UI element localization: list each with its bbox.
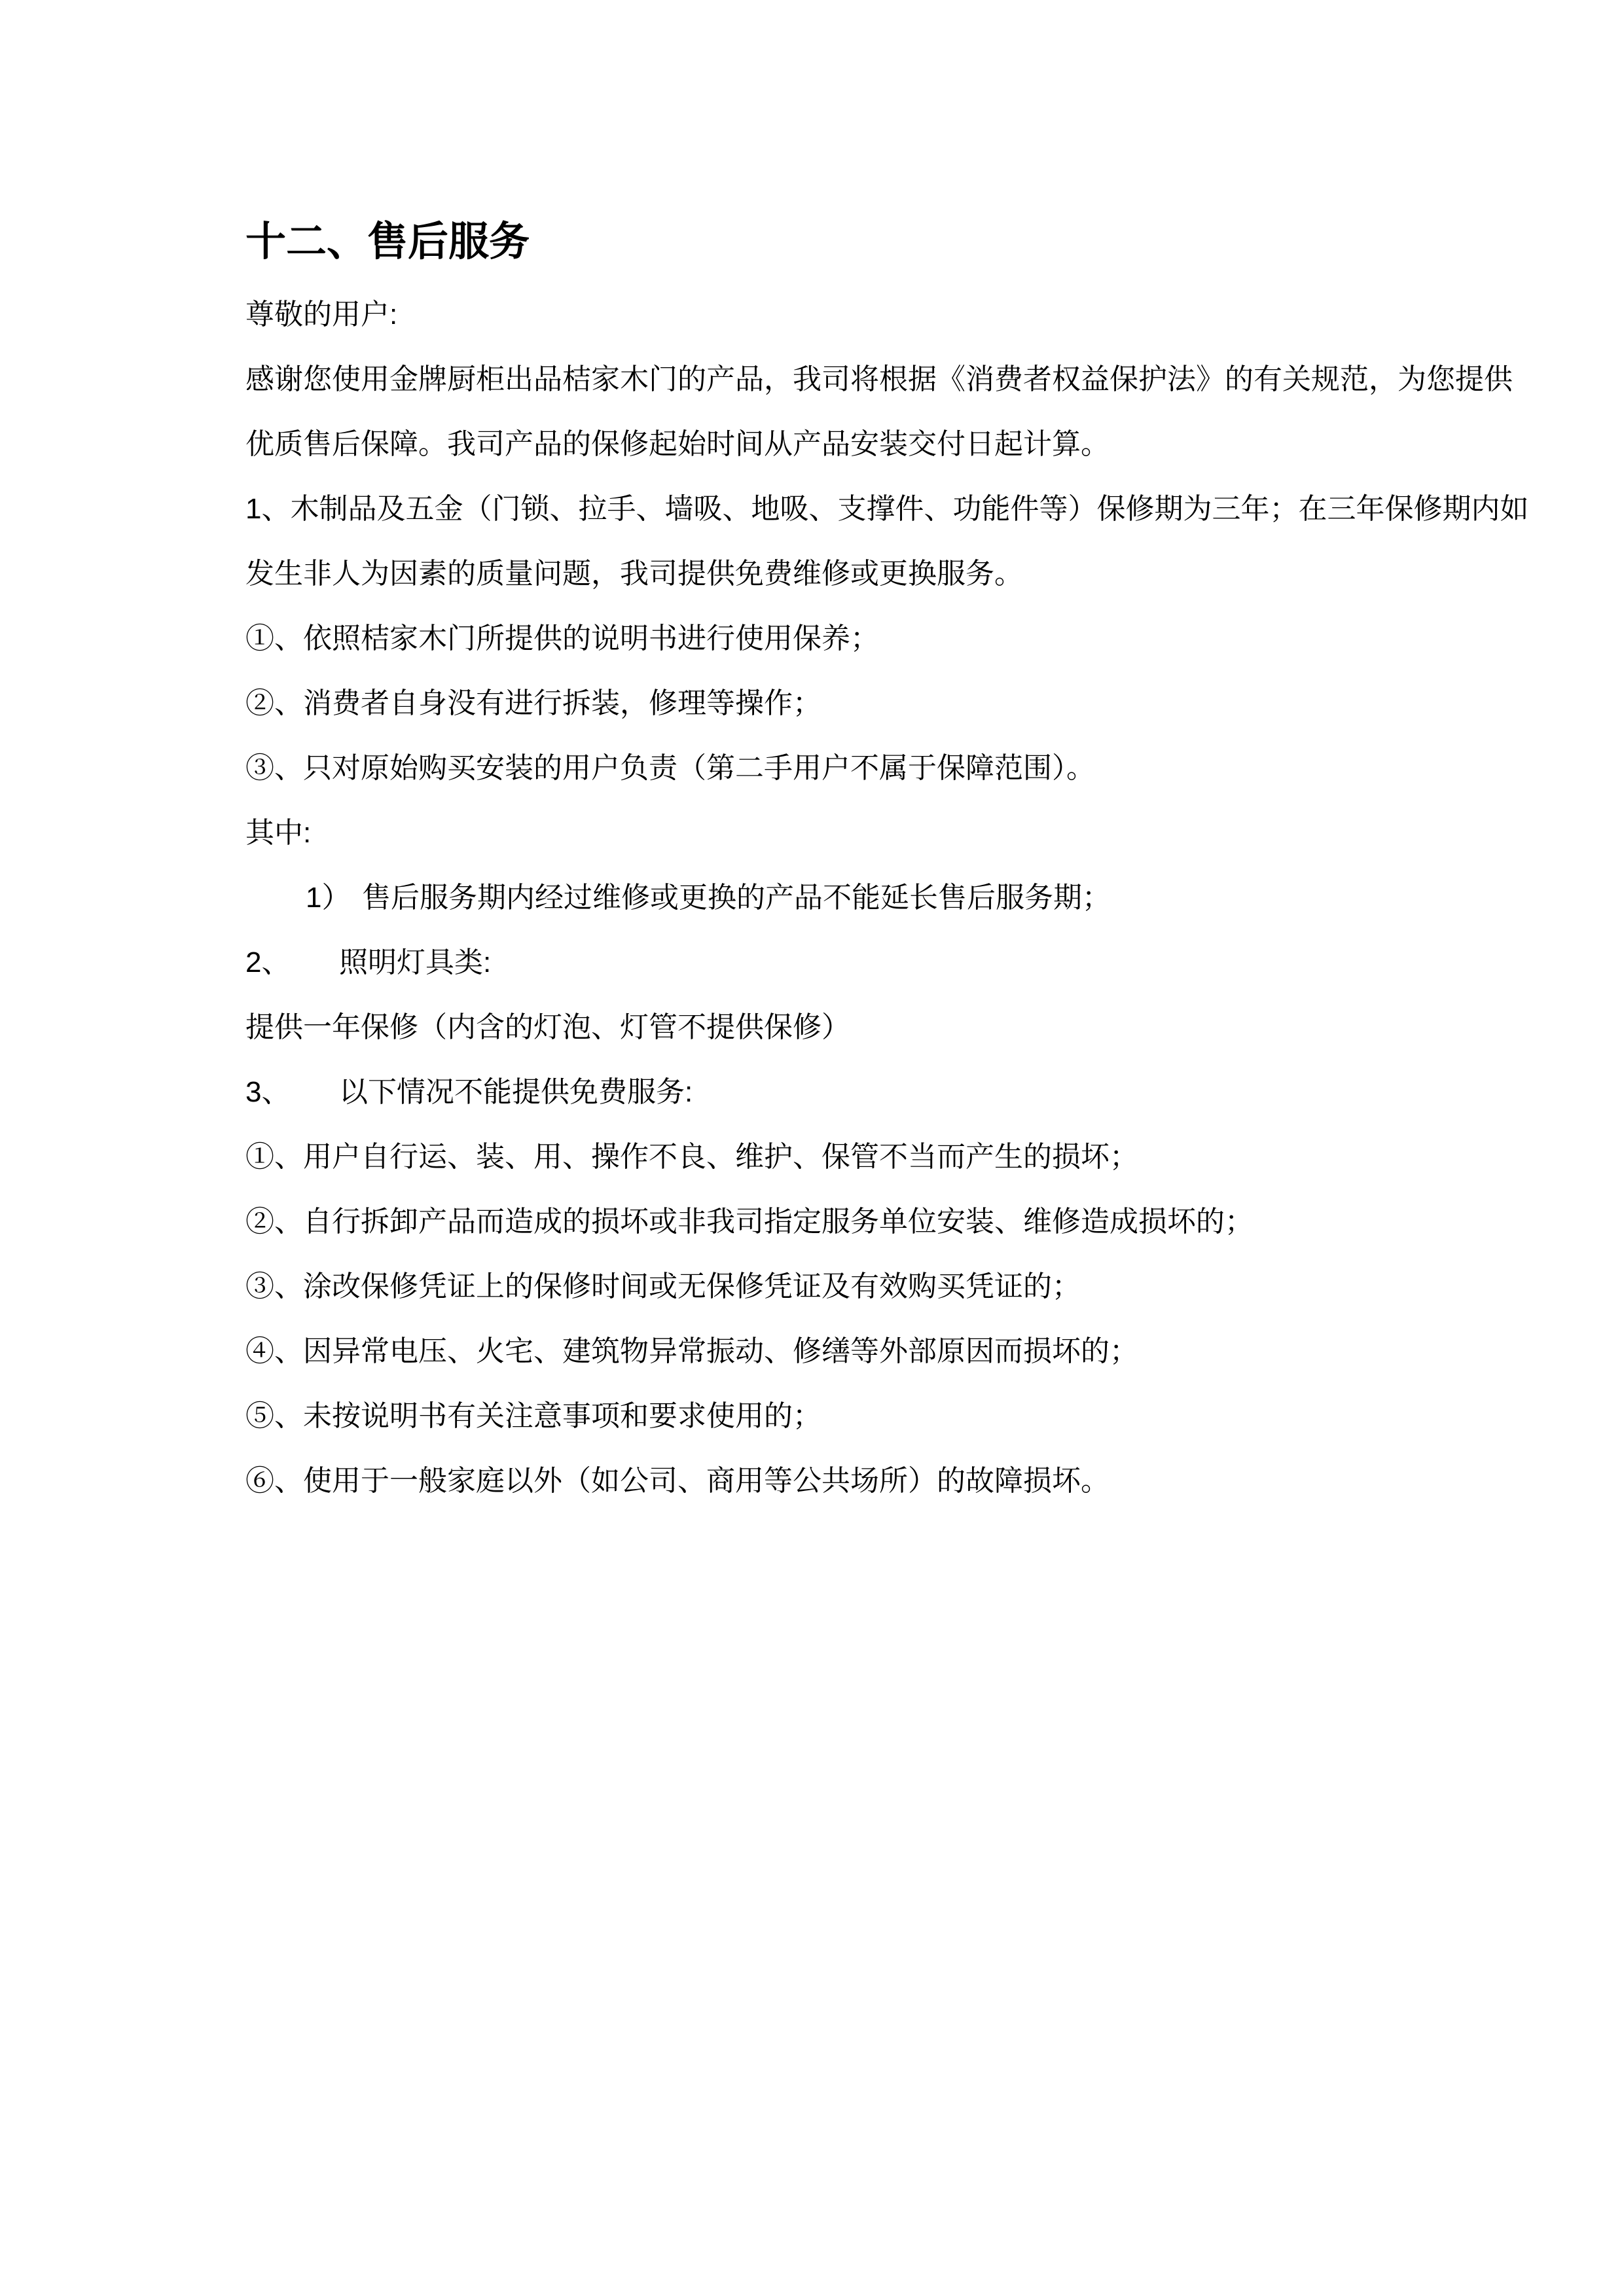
warranty-condition-2: ②、消费者自身没有进行拆装，修理等操作； xyxy=(245,687,821,719)
intro-line-1: 感谢您使用金牌厨柜出品桔家木门的产品，我司将根据《消费者权益保护法》的有关规范，为您提供 xyxy=(245,363,1513,395)
note-label: 其中: xyxy=(245,817,312,849)
exclusion-2: ②、自行拆卸产品而造成的损坏或非我司指定服务单位安装、维修造成损坏的； xyxy=(245,1206,1254,1238)
item3-heading xyxy=(245,1060,1542,1124)
item2-detail: 提供一年保修（内含的灯泡、灯管不提供保修） xyxy=(245,1011,850,1043)
warranty-condition-1: ①、依照桔家木门所提供的说明书进行使用保养； xyxy=(245,622,879,655)
exclusion-6: ⑥、使用于一般家庭以外（如公司、商用等公共场所）的故障损坏。 xyxy=(245,1465,1110,1497)
intro-line-2: 优质售后保障。我司产品的保修起始时间从产品安装交付日起计算。 xyxy=(245,428,1110,460)
item3-heading-text: 以下情况不能提供免费服务: xyxy=(339,1076,693,1108)
exclusion-3: ③、涂改保修凭证上的保修时间或无保修凭证及有效购买凭证的； xyxy=(245,1270,1081,1302)
note-subitem-1-number: 1） xyxy=(306,882,351,914)
warranty-item1-line-1: 1、木制品及五金（门锁、拉手、墙吸、地吸、支撑件、功能件等）保修期为三年；在三年保修期内如 xyxy=(245,493,1529,525)
note-subitem-1-text: 售后服务期内经过维修或更换的产品不能延长售后服务期； xyxy=(362,882,1111,914)
item2-heading xyxy=(245,930,1542,995)
exclusion-4: ④、因异常电压、火宅、建筑物异常振动、修缮等外部原因而损坏的； xyxy=(245,1335,1138,1367)
greeting-line: 尊敬的用户: xyxy=(245,298,398,331)
page-title: 十二、售后服务 xyxy=(245,219,530,264)
item3-number: 3、 xyxy=(245,1076,291,1108)
exclusion-5: ⑤、未按说明书有关注意事项和要求使用的； xyxy=(245,1400,821,1432)
note-subitem-1 xyxy=(245,865,1542,930)
exclusion-1: ①、用户自行运、装、用、操作不良、维护、保管不当而产生的损坏； xyxy=(245,1141,1138,1173)
warranty-condition-3: ③、只对原始购买安装的用户负责（第二手用户不属于保障范围）。 xyxy=(245,752,1095,784)
warranty-item1-line-2: 发生非人为因素的质量问题，我司提供免费维修或更换服务。 xyxy=(245,558,1023,590)
document-content xyxy=(245,209,1542,1513)
item2-heading-text: 照明灯具类: xyxy=(339,946,492,978)
item2-number: 2、 xyxy=(245,946,291,978)
